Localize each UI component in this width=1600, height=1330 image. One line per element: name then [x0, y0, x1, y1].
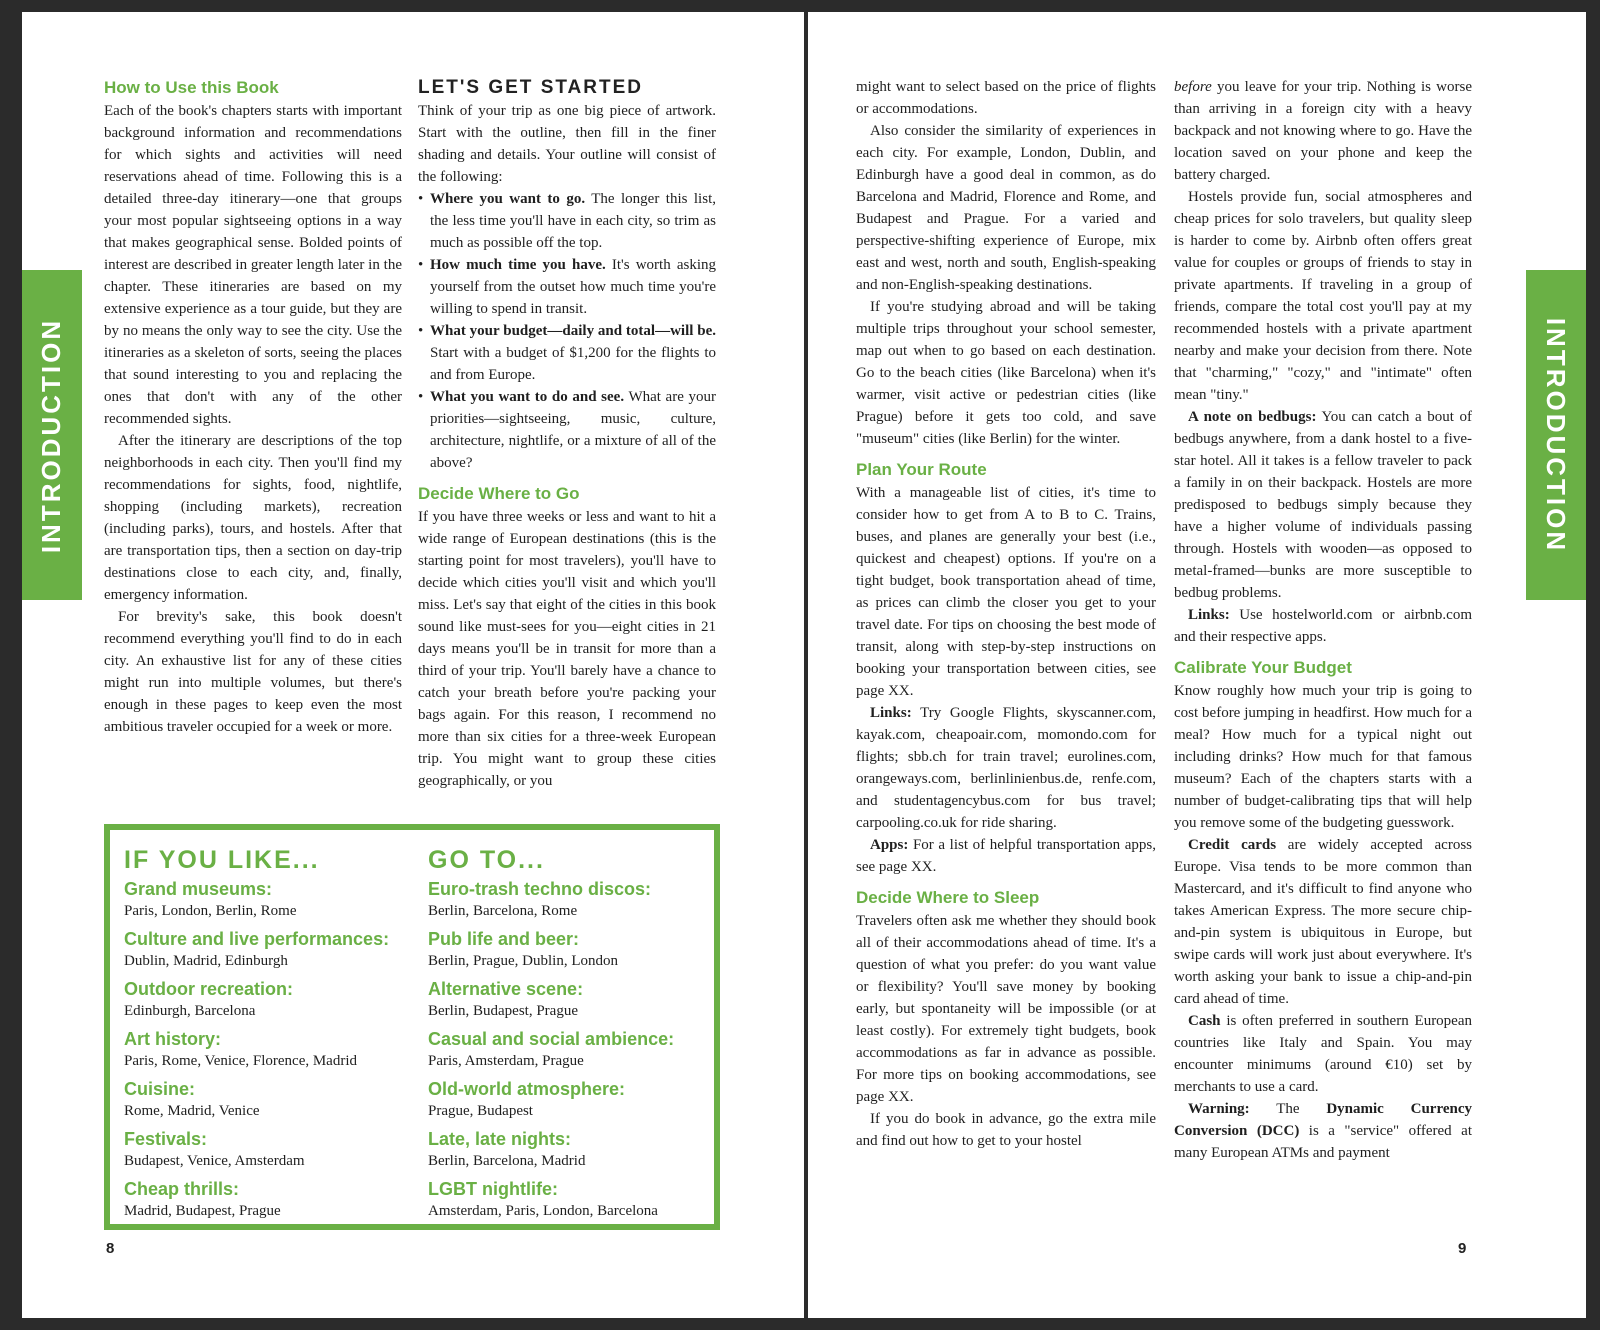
- go-to-column: [428, 844, 718, 1228]
- calibrate-budget-heading: Calibrate Your Budget: [1174, 658, 1352, 677]
- plan-your-route-heading: Plan Your Route: [856, 460, 987, 479]
- right-page: [808, 12, 1586, 1318]
- outline-bullet-list: [418, 188, 716, 474]
- decide-where-to-sleep-heading: Decide Where to Sleep: [856, 888, 1040, 907]
- goto-item: Alternative scene: Berlin, Budapest, Prague: [428, 979, 584, 1019]
- lets-get-started-heading: LET'S GET STARTED: [418, 77, 644, 98]
- left-page: [22, 12, 804, 1318]
- route-links-paragraph: Links: Try Google Flights, skyscanner.com, kayak.com, cheapoair.com, momondo.com for flights; sbb.ch for train travel; eurolines.com, orangeways.com, berlinlinienbus.de, renfe.com, and studentagencybus.com for bus travel; carpooling.co.uk for ride sharing.: [856, 705, 1156, 831]
- decide-where-to-go-paragraph: If you have three weeks or less and want to hit a wide range of European destinations (this is the starting point for most travelers), you'll have to decide which cities you'll visit and which you'll miss. Let's say that eight of the cities in this book sound like must-sees for you—eight cities in 21 days means you'll be in transit for more than a third of your trip. You'll barely have a chance to catch your breath before you're packing your bags again. For this reason, I recommend no more than six cities for a three-week European trip. You might want to group these cities geographically, or you: [418, 509, 716, 789]
- how-to-paragraph-1: Each of the book's chapters starts with important background information and recommendations for which sights and activities will need reservations ahead of time. Following this is a detailed three-day itinerary—one that groups your most popular sightseeing options in a way that makes geographical sense. Bolded points of interest are described in greater length later in the chapter. These itineraries are based on my extensive experience as a tour guide, but they are by no means the only way to see the city. Use the itineraries as a skeleton of sorts, seeing the places that sound interesting to you and replacing the ones that don't with any of the other recommended sights.: [104, 103, 402, 427]
- like-item: Culture and live performances: Dublin, Madrid, Edinburgh: [124, 929, 390, 969]
- left-column-2: [418, 76, 716, 792]
- route-apps-paragraph: Apps: For a list of helpful transportation apps, see page XX.: [856, 837, 1156, 875]
- if-you-like-column: [124, 844, 414, 1228]
- bedbugs-paragraph: A note on bedbugs: You can catch a bout of bedbugs anywhere, from a dank hostel to a five-star hotel. All it takes is a fellow traveler to pack a family in on their backpack. Hostels are more predisposed to bedbugs simply because they have a higher volume of individuals passing through. Hostels with wooden—as opposed to metal-framed—bunks are more susceptible to bedbug problems.: [1174, 409, 1472, 601]
- route-paragraph: With a manageable list of cities, it's time to consider how to get from A to B to C. Trains, buses, and planes are generally your best (i.e., quickest and cheapest) options. If you're on a tight budget, book transportation ahead of time, as prices can climb the closer you get to your travel date. For tips on choosing the best mode of transit, along with step-by-step instructions on booking your transportation between cities, see page XX.: [856, 485, 1156, 699]
- how-to-heading: How to Use this Book: [104, 78, 279, 97]
- page-number: 9: [1458, 1240, 1467, 1257]
- bullet-item: • Where you want to go. The longer this list, the less time you'll have in each city, so trim as much as possible off the top.: [418, 188, 716, 254]
- bullet-item: • How much time you have. It's worth asking yourself from the outset how much time you're willing to spend in transit.: [418, 254, 716, 320]
- started-intro: Think of your trip as one big piece of artwork. Start with the outline, then fill in the finer shading and details. Your outline will consist of the following:: [418, 103, 716, 185]
- goto-item: LGBT nightlife: Amsterdam, Paris, London, Barcelona: [428, 1179, 658, 1219]
- if-you-like-box: [104, 824, 720, 1230]
- go-to-title: GO TO...: [428, 846, 545, 874]
- bullet-item: • What your budget—daily and total—will be. Start with a budget of $1,200 for the flights to and from Europe.: [418, 320, 716, 386]
- how-to-paragraph-3: For brevity's sake, this book doesn't recommend everything you'll find to do in each city. An exhaustive list for any of these cities might run into multiple volumes, but there's enough in these pages to keep even the most ambitious traveler occupied for a week or more.: [104, 609, 402, 735]
- right-column-1: [856, 76, 1156, 1152]
- like-item: Art history: Paris, Rome, Venice, Florence, Madrid: [124, 1029, 358, 1069]
- warning-paragraph: Warning: The Dynamic Currency Conversion (DCC) is a "service" offered at many European ATMs and payment: [1174, 1101, 1472, 1161]
- goto-item: Casual and social ambience: Paris, Amsterdam, Prague: [428, 1029, 675, 1069]
- section-tab-left: [22, 270, 82, 600]
- sleep-paragraph-1: Travelers often ask me whether they should book all of their accommodations ahead of time. It's a question of what you prefer: do you want value or flexibility? You'll save money by booking early, but spontaneity will be impossible (or at least costly). For extremely tight budgets, book accommodations as far in advance as possible. For more tips on booking accommodations, see page XX.: [856, 913, 1156, 1105]
- similarity-paragraph: Also consider the similarity of experiences in each city. For example, London, Dublin, and Edinburgh have a good deal in common, as do Barcelona and Madrid, Florence and Rome, and Budapest and Prague. For a varied and perspective-shifting experience of Europe, mix east and west, north and south, English-speaking and non-English-speaking destinations.: [856, 123, 1156, 293]
- budget-paragraph: Know roughly how much your trip is going to cost before jumping in headfirst. How much for a meal? How much for a typical night out including drinks? How much for that famous museum? Each of the chapters starts with a number of budget-calibrating tips that will help you remove some of the budgeting guesswork.: [1174, 683, 1472, 831]
- hostel-links-paragraph: Links: Use hostelworld.com or airbnb.com and their respective apps.: [1174, 607, 1472, 645]
- like-item: Outdoor recreation: Edinburgh, Barcelona: [124, 979, 294, 1019]
- how-to-paragraph-2: After the itinerary are descriptions of the top neighborhoods in each city. Then you'll find my recommendations for sights, food, nightlife, shopping (including markets), recreation (including parks), tours, and hostels. After that are transportation tips, then a section on day-trip destinations close to each city, and, finally, emergency information.: [104, 433, 402, 603]
- hostels-paragraph: Hostels provide fun, social atmospheres and cheap prices for solo travelers, but quality sleep is harder to come by. Airbnb often offers great value for couples or groups of friends to stay in private apartments. If traveling in a group of friends, compare the total cost you'll pay at my recommended hostels with a private apartment nearby and make your decision from there. Note that "charming," "cozy," and "intimate" often mean "tiny.": [1174, 189, 1472, 403]
- bullet-item: • What you want to do and see. What are your priorities—sightseeing, music, culture, architecture, nightlife, or a mixture of all of the above?: [418, 386, 716, 474]
- page-number: 8: [106, 1240, 115, 1257]
- cash-paragraph: Cash is often preferred in southern European countries like Italy and Spain. You may encounter minimums (around €10) set by merchants to use a card.: [1174, 1013, 1472, 1095]
- sleep-paragraph-2: If you do book in advance, go the extra mile and find out how to get to your hostel: [856, 1111, 1156, 1149]
- like-item: Festivals: Budapest, Venice, Amsterdam: [124, 1129, 305, 1169]
- like-item: Cheap thrills: Madrid, Budapest, Prague: [124, 1179, 281, 1219]
- decide-where-to-go-heading: Decide Where to Go: [418, 484, 580, 503]
- section-tab-label: INTRODUCTION: [36, 317, 67, 553]
- section-tab-right: [1526, 270, 1586, 600]
- right-column-2: [1174, 76, 1472, 1164]
- left-column-1: [104, 76, 402, 738]
- before-paragraph: before you leave for your trip. Nothing is worse than arriving in a foreign city with a heavy backpack and not knowing where to go. Have the location saved on your phone and keep the battery charged.: [1174, 79, 1472, 183]
- if-you-like-title: IF YOU LIKE...: [124, 846, 320, 874]
- goto-item: Euro-trash techno discos: Berlin, Barcelona, Rome: [428, 879, 652, 919]
- section-tab-label: INTRODUCTION: [1541, 317, 1572, 553]
- goto-item: Pub life and beer: Berlin, Prague, Dublin, London: [428, 929, 618, 969]
- continued-paragraph: might want to select based on the price of flights or accommodations.: [856, 79, 1156, 117]
- like-item: Grand museums: Paris, London, Berlin, Rome: [124, 879, 297, 919]
- goto-item: Old-world atmosphere: Prague, Budapest: [428, 1079, 626, 1119]
- study-abroad-paragraph: If you're studying abroad and will be taking multiple trips throughout your school semester, map out when to go based on each destination. Go to the beach cities (like Barcelona) when it's warmer, visit active or pedestrian cities (like Prague) before it gets too cold, and save "museum" cities (like Berlin) for the winter.: [856, 299, 1156, 447]
- like-item: Cuisine: Rome, Madrid, Venice: [124, 1079, 260, 1119]
- credit-cards-paragraph: Credit cards are widely accepted across Europe. Visa tends to be more common than Mastercard, and it's difficult to find anyone who takes American Express. The more secure chip-and-pin system is ubiquitous in Europe, but swipe cards will work just about everywhere. It's worth asking your bank to issue a chip-and-pin card ahead of time.: [1174, 837, 1472, 1007]
- goto-item: Late, late nights: Berlin, Barcelona, Madrid: [428, 1129, 586, 1169]
